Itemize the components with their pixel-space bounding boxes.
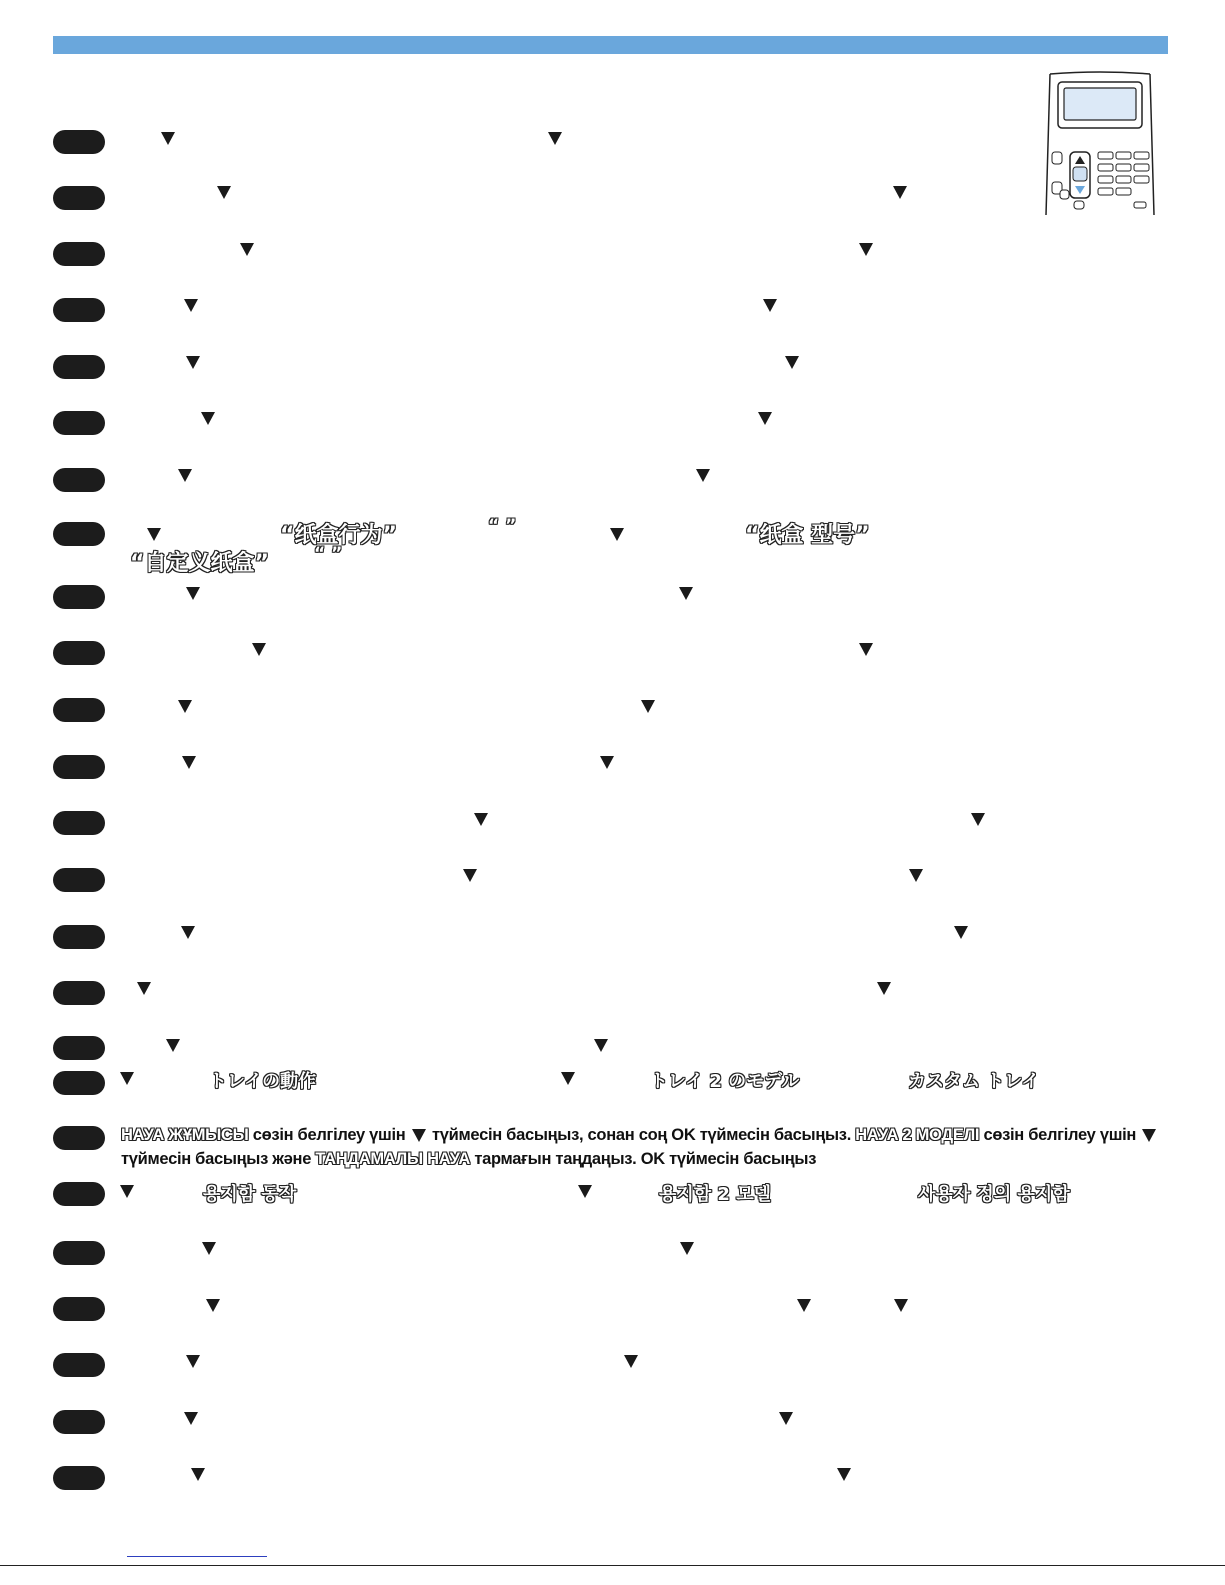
down-arrow-icon <box>610 528 624 541</box>
menu-term: “纸盒行为” <box>280 523 397 548</box>
language-pill <box>53 1241 105 1265</box>
language-pill <box>53 242 105 266</box>
instruction-text: сөзін белгілеу үшін <box>979 1126 1141 1144</box>
down-arrow-icon <box>186 356 200 369</box>
language-pill <box>53 1071 105 1095</box>
down-arrow-icon <box>202 1242 216 1255</box>
language-pill <box>53 981 105 1005</box>
down-arrow-icon <box>191 1468 205 1481</box>
down-arrow-icon <box>1142 1129 1156 1142</box>
instruction-text: тармағын таңдаңыз. OK түймесін басыңыз <box>470 1150 817 1168</box>
down-arrow-icon <box>548 132 562 145</box>
instruction-text: түймесін басыңыз, сонан соң OK түймесін басыңыз. <box>427 1126 856 1144</box>
down-arrow-icon <box>186 1355 200 1368</box>
footer-link-underline[interactable] <box>127 1556 267 1557</box>
down-arrow-icon <box>186 587 200 600</box>
down-arrow-icon <box>161 132 175 145</box>
down-arrow-icon <box>184 1412 198 1425</box>
language-pill <box>53 355 105 379</box>
menu-term: 용지함 2 모델 <box>659 1184 771 1205</box>
down-arrow-icon <box>201 412 215 425</box>
down-arrow-icon <box>909 869 923 882</box>
language-pill <box>53 868 105 892</box>
down-arrow-icon <box>578 1185 592 1198</box>
menu-term: 사용자 정의 용지함 <box>918 1184 1070 1205</box>
menu-term: カスタム トレイ <box>908 1071 1040 1092</box>
down-arrow-icon <box>206 1299 220 1312</box>
language-pill <box>53 698 105 722</box>
kazakh-line-2 <box>121 1150 816 1169</box>
language-pill <box>53 1297 105 1321</box>
down-arrow-icon <box>763 299 777 312</box>
down-arrow-icon <box>954 926 968 939</box>
language-pill <box>53 1182 105 1206</box>
down-arrow-icon <box>893 186 907 199</box>
down-arrow-icon <box>797 1299 811 1312</box>
down-arrow-icon <box>758 412 772 425</box>
down-arrow-icon <box>166 1039 180 1052</box>
language-pill <box>53 1410 105 1434</box>
down-arrow-icon <box>178 469 192 482</box>
down-arrow-icon <box>182 756 196 769</box>
down-arrow-icon <box>779 1412 793 1425</box>
menu-term: 용지함 동작 <box>203 1184 297 1205</box>
language-pill <box>53 522 105 546</box>
down-arrow-icon <box>137 982 151 995</box>
down-arrow-icon <box>877 982 891 995</box>
down-arrow-icon <box>837 1468 851 1481</box>
kazakh-line-1 <box>121 1126 1158 1145</box>
instruction-text: сөзін белгілеу үшін <box>248 1126 410 1144</box>
language-pill <box>53 411 105 435</box>
down-arrow-icon <box>463 869 477 882</box>
language-pill <box>53 1353 105 1377</box>
down-arrow-icon <box>181 926 195 939</box>
menu-term: НАУА ЖҰМЫСЫ <box>121 1126 249 1144</box>
bottom-divider <box>0 1565 1225 1566</box>
down-arrow-icon <box>696 469 710 482</box>
language-pill <box>53 811 105 835</box>
down-arrow-icon <box>252 643 266 656</box>
down-arrow-icon <box>785 356 799 369</box>
quote-marks: “ ” <box>488 516 517 536</box>
language-pill <box>53 641 105 665</box>
language-pill <box>53 755 105 779</box>
language-pill <box>53 130 105 154</box>
down-arrow-icon <box>178 700 192 713</box>
language-pill <box>53 1036 105 1060</box>
down-arrow-icon <box>641 700 655 713</box>
header-bar <box>53 36 1168 54</box>
language-pill <box>53 1466 105 1490</box>
down-arrow-icon <box>680 1242 694 1255</box>
down-arrow-icon <box>474 813 488 826</box>
menu-term: НАУА 2 МОДЕЛІ <box>855 1126 980 1144</box>
down-arrow-icon <box>147 528 161 541</box>
instruction-text: түймесін басыңыз және <box>121 1150 316 1168</box>
printer-control-panel-icon <box>1042 70 1157 215</box>
down-arrow-icon <box>679 587 693 600</box>
language-pill <box>53 1126 105 1150</box>
language-pill <box>53 186 105 210</box>
down-arrow-icon <box>184 299 198 312</box>
down-arrow-icon <box>217 186 231 199</box>
down-arrow-icon <box>412 1129 426 1142</box>
language-pill <box>53 298 105 322</box>
down-arrow-icon <box>561 1072 575 1085</box>
menu-term: ТАҢДАМАЛЫ НАУА <box>315 1150 471 1168</box>
down-arrow-icon <box>600 756 614 769</box>
down-arrow-icon <box>240 243 254 256</box>
language-pill <box>53 925 105 949</box>
down-arrow-icon <box>624 1355 638 1368</box>
down-arrow-icon <box>120 1185 134 1198</box>
down-arrow-icon <box>894 1299 908 1312</box>
menu-term: トレイ 2 のモデル <box>650 1071 800 1092</box>
language-pill <box>53 468 105 492</box>
language-pill <box>53 585 105 609</box>
menu-term: “自定义纸盒” <box>130 551 269 576</box>
down-arrow-icon <box>971 813 985 826</box>
down-arrow-icon <box>594 1039 608 1052</box>
menu-term: トレイの動作 <box>209 1071 317 1092</box>
down-arrow-icon <box>859 643 873 656</box>
down-arrow-icon <box>120 1072 134 1085</box>
quote-marks: “ ” <box>314 544 343 564</box>
menu-term: “纸盒 型号” <box>745 523 870 548</box>
down-arrow-icon <box>859 243 873 256</box>
